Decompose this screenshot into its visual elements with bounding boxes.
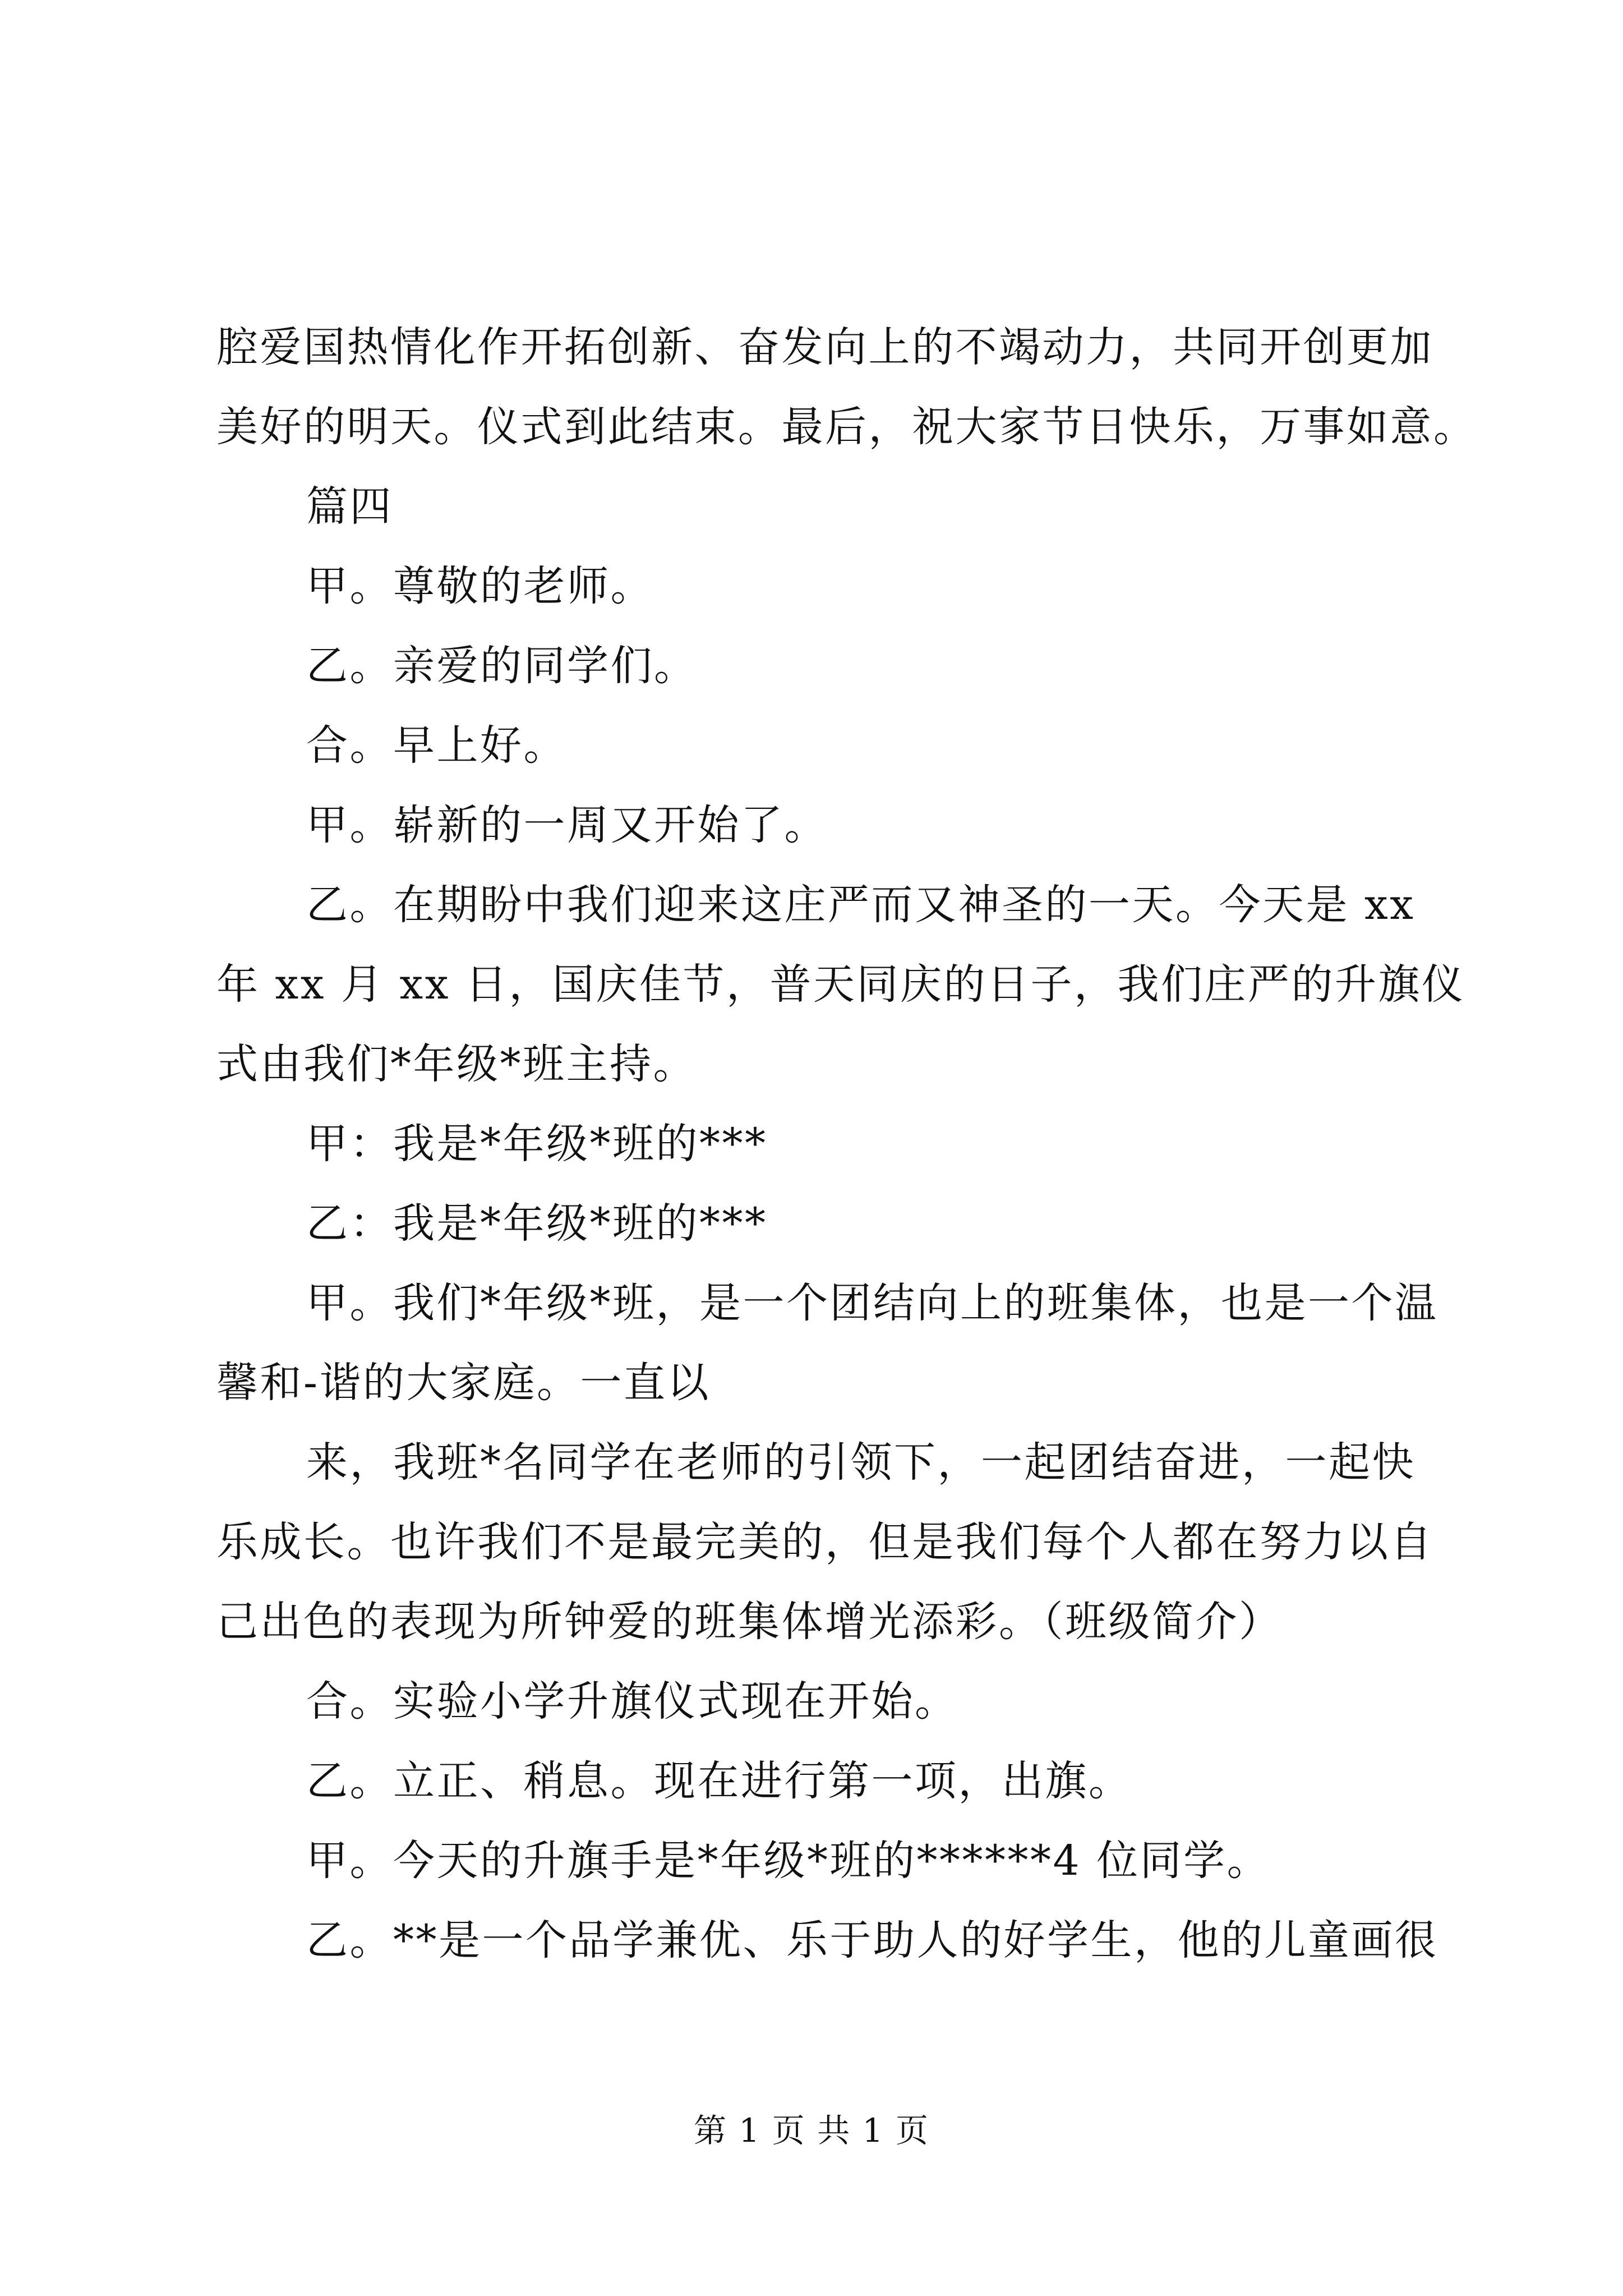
text-line: 乙。立正、稍息。现在进行第一项，出旗。 [306,1757,1132,1805]
text-line: 甲。我们*年级*班，是一个团结向上的班集体，也是一个温 [306,1279,1438,1327]
text-line: 己出色的表现为所钟爱的班集体增光添彩。（班级简介） [216,1598,1283,1646]
text-line: 乙。亲爱的同学们。 [306,642,698,690]
text-line: 甲。今天的升旗手是*年级*班的******4 位同学。 [306,1837,1271,1885]
text-line: 合。早上好。 [306,721,567,770]
text-line: 乐成长。也许我们不是最完美的，但是我们每个人都在努力以自 [216,1518,1433,1566]
document-body [216,307,1477,1980]
text-line: 甲：我是*年级*班的*** [306,1120,768,1168]
text-line: 甲。崭新的一周又开始了。 [306,801,828,849]
text-line: 合。实验小学升旗仪式现在开始。 [306,1677,958,1726]
text-line: 乙。在期盼中我们迎来这庄严而又神圣的一天。今天是 xx [306,881,1415,929]
text-line: 乙。**是一个品学兼优、乐于助人的好学生，他的儿童画很 [306,1916,1438,1964]
section-heading: 篇四 [306,482,393,531]
text-line: 甲。尊敬的老师。 [306,562,654,610]
text-line: 年 xx 月 xx 日，国庆佳节，普天同庆的日子，我们庄严的升旗仪 [216,960,1465,1009]
text-line: 乙：我是*年级*班的*** [306,1199,768,1248]
page-number-footer: 第 1 页 共 1 页 [694,2111,929,2150]
text-line: 美好的明天。仪式到此结束。最后，祝大家节日快乐，万事如意。 [216,403,1477,451]
text-line: 馨和-谐的大家庭。一直以 [216,1359,711,1407]
text-line: 式由我们*年级*班主持。 [216,1040,697,1088]
text-line: 来，我班*名同学在老师的引领下，一起团结奋进，一起快 [306,1438,1415,1487]
text-line: 腔爱国热情化作开拓创新、奋发向上的不竭动力，共同开创更加 [216,323,1433,371]
